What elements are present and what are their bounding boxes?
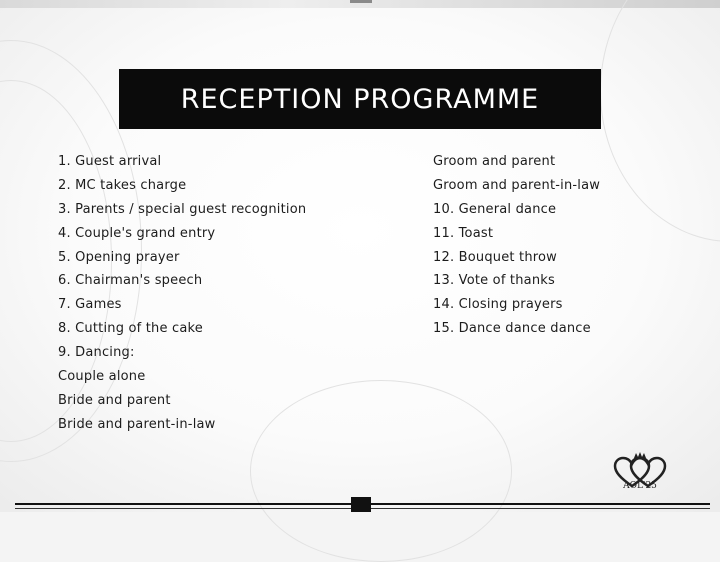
list-item: 9. Dancing: xyxy=(58,345,135,361)
list-item: Bride and parent xyxy=(58,392,171,408)
list-item: 15. Dance dance dance xyxy=(433,321,591,337)
list-item: 3. Parents / special guest recognition xyxy=(58,201,307,217)
list-item: 7. Games xyxy=(58,297,122,313)
list-item: 4. Couple's grand entry xyxy=(58,225,216,241)
list-item: 10. General dance xyxy=(433,201,557,217)
list-item: Groom and parent-in-law xyxy=(433,177,601,193)
page-title: RECEPTION PROGRAMME xyxy=(180,83,540,115)
bottom-notch xyxy=(351,497,371,512)
list-item: 2. MC takes charge xyxy=(58,177,187,193)
title-banner xyxy=(119,69,601,129)
list-item: 12. Bouquet throw xyxy=(433,249,558,265)
list-item: Bride and parent-in-law xyxy=(58,416,216,432)
list-item: Groom and parent xyxy=(433,154,556,169)
list-item: 13. Vote of thanks xyxy=(433,273,555,289)
list-item: 8. Cutting of the cake xyxy=(58,321,203,337)
logo-text: AOL'25 xyxy=(623,481,657,491)
top-notch xyxy=(350,0,372,3)
list-item: 14. Closing prayers xyxy=(433,297,563,313)
list-item: 11. Toast xyxy=(433,225,494,241)
list-item: 1. Guest arrival xyxy=(58,154,162,169)
list-item: Couple alone xyxy=(58,369,146,385)
list-item: 5. Opening prayer xyxy=(58,249,180,265)
list-item: 6. Chairman's speech xyxy=(58,273,203,289)
programme-list-right xyxy=(433,150,600,341)
programme-list-left xyxy=(58,150,306,437)
